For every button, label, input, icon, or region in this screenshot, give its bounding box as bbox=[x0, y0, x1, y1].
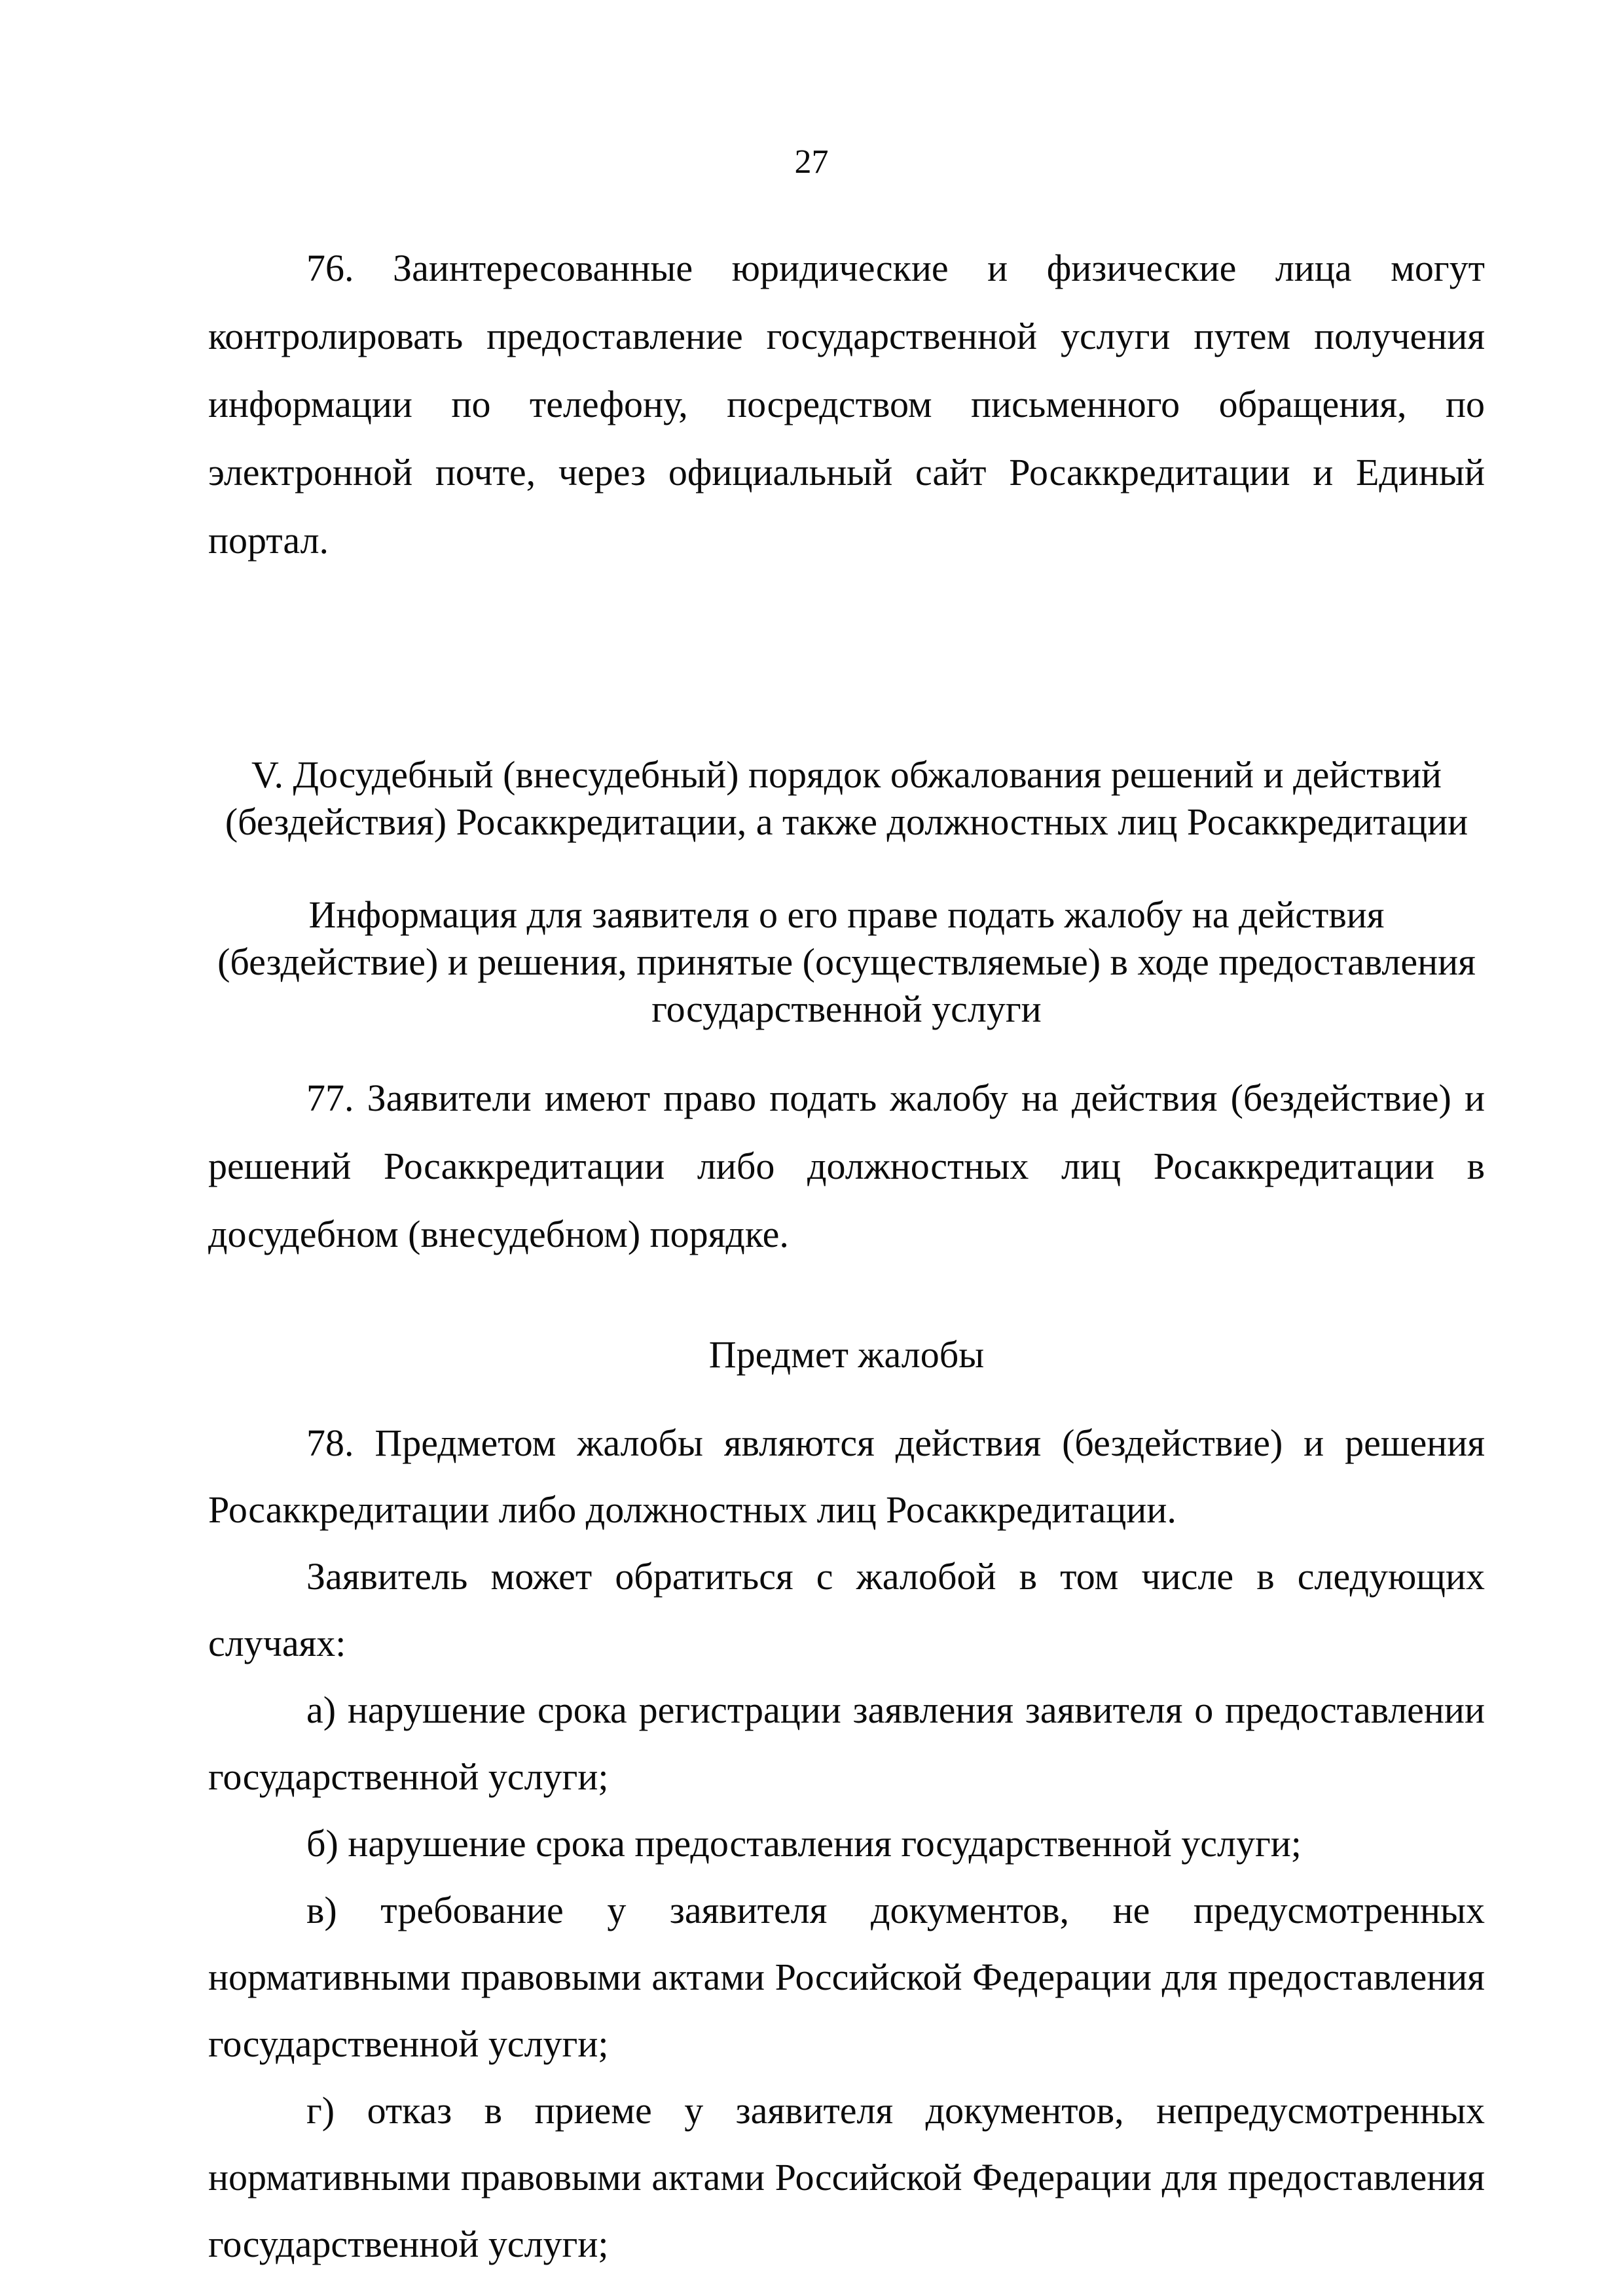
paragraph-77: 77. Заявители имеют право подать жалобу на действия (бездействие) и решений Росаккредитации либо должностных лиц Росаккредитации в досудебном (внесудебном) порядке. bbox=[208, 1077, 1485, 1255]
page-number: 27 bbox=[794, 143, 829, 181]
section-heading-line-2: (бездействия) Росаккредитации, а также должностных лиц Росаккредитации bbox=[225, 800, 1468, 843]
paragraph-76: 76. Заинтересованные юридические и физические лица могут контролировать предоставление государственной услуги путем получения информации по телефону, посредством письменного обращения, по электронной почте, через официальный сайт Росаккредитации и Единый портал. bbox=[208, 247, 1485, 562]
paragraph-cases-intro: Заявитель может обратиться с жалобой в том числе в следующих случаях: bbox=[208, 1555, 1485, 1664]
list-item-b: б) нарушение срока предоставления государственной услуги; bbox=[306, 1822, 1302, 1865]
list-item-g: г) отказ в приеме у заявителя документов, непредусмотренных нормативными правовыми актами Российской Федерации для предоставления государственной услуги; bbox=[208, 2089, 1485, 2265]
section-heading bbox=[208, 751, 1485, 846]
section-heading-line-1: V. Досудебный (внесудебный) порядок обжалования решений и действий bbox=[251, 753, 1442, 796]
list-item-v: в) требование у заявителя документов, не предусмотренных нормативными правовыми актами Российской Федерации для предоставления государственной услуги; bbox=[208, 1889, 1485, 2065]
list-item-a: а) нарушение срока регистрации заявления заявителя о предоставлении государственной услуги; bbox=[208, 1689, 1485, 1798]
info-heading-line-3: государственной услуги bbox=[651, 988, 1042, 1030]
subject-heading: Предмет жалобы bbox=[708, 1333, 985, 1376]
info-heading bbox=[208, 891, 1485, 1033]
page-content bbox=[208, 234, 1485, 2278]
paragraph-78: 78. Предметом жалобы являются действия (бездействие) и решения Росаккредитации либо должностных лиц Росаккредитации. bbox=[208, 1422, 1485, 1531]
info-heading-line-2: (бездействие) и решения, принятые (осуществляемые) в ходе предоставления bbox=[217, 941, 1476, 983]
info-heading-line-1: Информация для заявителя о его праве подать жалобу на действия bbox=[308, 893, 1385, 936]
